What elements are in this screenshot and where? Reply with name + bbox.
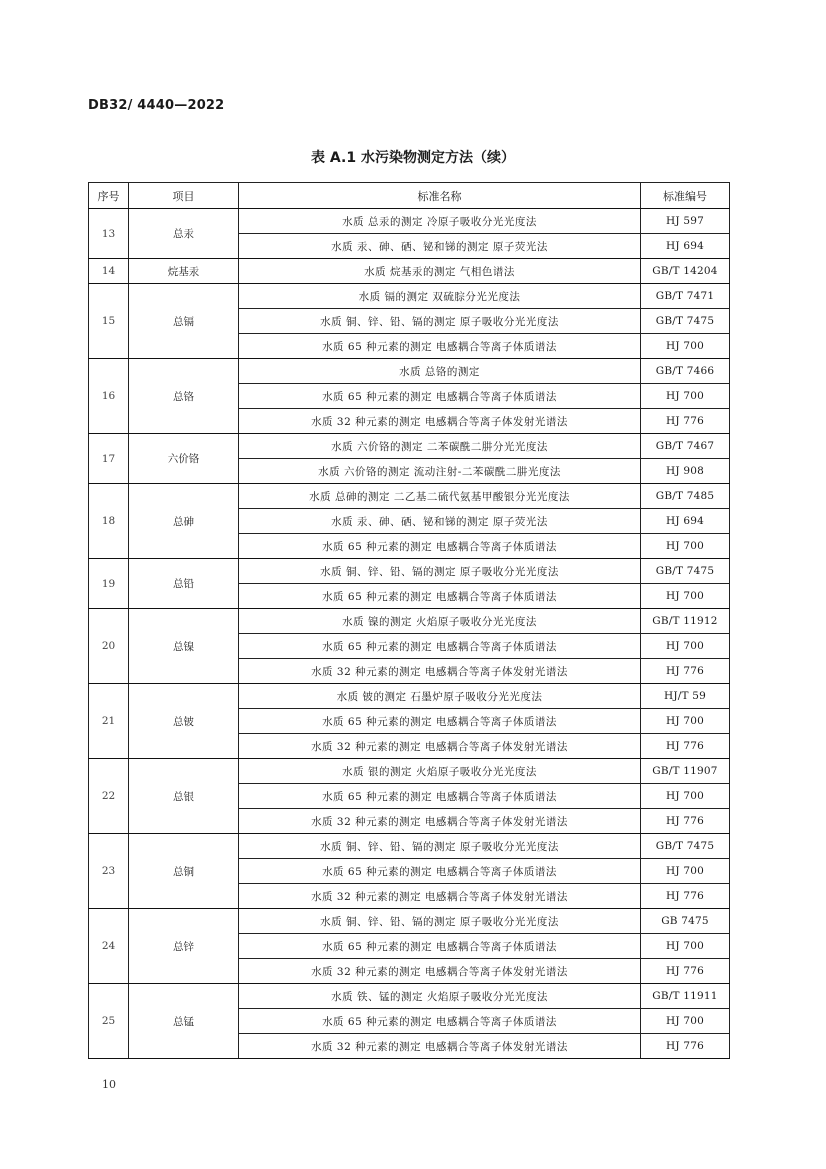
cell-standard-code: GB/T 7467 — [641, 434, 730, 459]
cell-standard-name: 水质 65 种元素的测定 电感耦合等离子体质谱法 — [239, 334, 641, 359]
cell-serial-number: 17 — [89, 434, 129, 484]
table-row — [89, 984, 730, 1009]
cell-item: 总锰 — [129, 984, 239, 1059]
cell-item: 总铬 — [129, 359, 239, 434]
cell-standard-name: 水质 32 种元素的测定 电感耦合等离子体发射光谱法 — [239, 884, 641, 909]
cell-standard-code: HJ 700 — [641, 709, 730, 734]
cell-standard-code: HJ 776 — [641, 659, 730, 684]
table-row — [89, 359, 730, 384]
cell-standard-name: 水质 65 种元素的测定 电感耦合等离子体质谱法 — [239, 384, 641, 409]
table-row — [89, 609, 730, 634]
cell-standard-name: 水质 六价铬的测定 二苯碳酰二肼分光光度法 — [239, 434, 641, 459]
cell-serial-number: 21 — [89, 684, 129, 759]
cell-standard-code: HJ 700 — [641, 634, 730, 659]
table-row — [89, 434, 730, 459]
cell-standard-name: 水质 32 种元素的测定 电感耦合等离子体发射光谱法 — [239, 809, 641, 834]
cell-standard-name: 水质 32 种元素的测定 电感耦合等离子体发射光谱法 — [239, 409, 641, 434]
cell-standard-name: 水质 65 种元素的测定 电感耦合等离子体质谱法 — [239, 709, 641, 734]
table-header-row — [89, 183, 730, 209]
cell-serial-number: 19 — [89, 559, 129, 609]
cell-standard-code: HJ 700 — [641, 784, 730, 809]
page-number: 10 — [102, 1078, 116, 1091]
column-header-no: 序号 — [89, 183, 129, 209]
cell-standard-name: 水质 铁、锰的测定 火焰原子吸收分光光度法 — [239, 984, 641, 1009]
cell-serial-number: 22 — [89, 759, 129, 834]
cell-serial-number: 14 — [89, 259, 129, 284]
cell-standard-name: 水质 铍的测定 石墨炉原子吸收分光光度法 — [239, 684, 641, 709]
table-row — [89, 259, 730, 284]
table-row — [89, 759, 730, 784]
cell-item: 六价铬 — [129, 434, 239, 484]
cell-item: 烷基汞 — [129, 259, 239, 284]
cell-item: 总铜 — [129, 834, 239, 909]
cell-standard-name: 水质 铜、锌、铅、镉的测定 原子吸收分光光度法 — [239, 559, 641, 584]
cell-standard-code: HJ 700 — [641, 384, 730, 409]
cell-item: 总汞 — [129, 209, 239, 259]
cell-standard-code: HJ 694 — [641, 234, 730, 259]
table-row — [89, 684, 730, 709]
table-row — [89, 284, 730, 309]
cell-standard-name: 水质 铜、锌、铅、镉的测定 原子吸收分光光度法 — [239, 834, 641, 859]
cell-standard-code: HJ 776 — [641, 734, 730, 759]
cell-standard-name: 水质 65 种元素的测定 电感耦合等离子体质谱法 — [239, 534, 641, 559]
cell-standard-code: HJ 776 — [641, 1034, 730, 1059]
cell-standard-code: HJ 700 — [641, 584, 730, 609]
cell-standard-name: 水质 汞、砷、硒、铋和锑的测定 原子荧光法 — [239, 234, 641, 259]
column-header-item: 项目 — [129, 183, 239, 209]
table-title: 表 A.1 水污染物测定方法（续） — [311, 150, 515, 166]
table-row — [89, 484, 730, 509]
cell-serial-number: 20 — [89, 609, 129, 684]
cell-standard-code: GB 7475 — [641, 909, 730, 934]
cell-standard-name: 水质 镉的测定 双硫腙分光光度法 — [239, 284, 641, 309]
cell-standard-code: GB/T 7471 — [641, 284, 730, 309]
cell-item: 总砷 — [129, 484, 239, 559]
cell-standard-name: 水质 镍的测定 火焰原子吸收分光光度法 — [239, 609, 641, 634]
cell-standard-name: 水质 六价铬的测定 流动注射-二苯碳酰二肼光度法 — [239, 459, 641, 484]
cell-item: 总铍 — [129, 684, 239, 759]
cell-standard-code: GB/T 7485 — [641, 484, 730, 509]
cell-standard-code: HJ 700 — [641, 934, 730, 959]
cell-standard-code: GB/T 11911 — [641, 984, 730, 1009]
cell-standard-code: GB/T 14204 — [641, 259, 730, 284]
cell-standard-code: HJ 776 — [641, 959, 730, 984]
standards-table — [88, 182, 730, 1059]
cell-standard-name: 水质 银的测定 火焰原子吸收分光光度法 — [239, 759, 641, 784]
table-row — [89, 909, 730, 934]
cell-item: 总锌 — [129, 909, 239, 984]
cell-standard-name: 水质 铜、锌、铅、镉的测定 原子吸收分光光度法 — [239, 909, 641, 934]
cell-item: 总银 — [129, 759, 239, 834]
cell-serial-number: 16 — [89, 359, 129, 434]
document-code: DB32/ 4440—2022 — [88, 98, 225, 113]
cell-standard-name: 水质 32 种元素的测定 电感耦合等离子体发射光谱法 — [239, 734, 641, 759]
cell-item: 总铅 — [129, 559, 239, 609]
cell-standard-code: GB/T 7475 — [641, 559, 730, 584]
cell-standard-code: GB/T 7475 — [641, 834, 730, 859]
cell-serial-number: 24 — [89, 909, 129, 984]
column-header-standard-name: 标准名称 — [239, 183, 641, 209]
cell-standard-name: 水质 铜、锌、铅、镉的测定 原子吸收分光光度法 — [239, 309, 641, 334]
cell-standard-code: HJ 700 — [641, 334, 730, 359]
table-row — [89, 834, 730, 859]
cell-standard-code: GB/T 11907 — [641, 759, 730, 784]
cell-standard-code: GB/T 7475 — [641, 309, 730, 334]
cell-standard-name: 水质 32 种元素的测定 电感耦合等离子体发射光谱法 — [239, 1034, 641, 1059]
cell-item: 总镍 — [129, 609, 239, 684]
cell-serial-number: 13 — [89, 209, 129, 259]
cell-standard-name: 水质 总汞的测定 冷原子吸收分光光度法 — [239, 209, 641, 234]
table-row — [89, 209, 730, 234]
cell-standard-name: 水质 烷基汞的测定 气相色谱法 — [239, 259, 641, 284]
cell-serial-number: 18 — [89, 484, 129, 559]
cell-standard-name: 水质 32 种元素的测定 电感耦合等离子体发射光谱法 — [239, 659, 641, 684]
cell-standard-name: 水质 32 种元素的测定 电感耦合等离子体发射光谱法 — [239, 959, 641, 984]
cell-standard-name: 水质 汞、砷、硒、铋和锑的测定 原子荧光法 — [239, 509, 641, 534]
cell-standard-name: 水质 65 种元素的测定 电感耦合等离子体质谱法 — [239, 1009, 641, 1034]
cell-standard-code: GB/T 7466 — [641, 359, 730, 384]
cell-standard-code: HJ 776 — [641, 409, 730, 434]
cell-standard-code: HJ 700 — [641, 1009, 730, 1034]
cell-standard-code: HJ 776 — [641, 884, 730, 909]
cell-standard-name: 水质 总砷的测定 二乙基二硫代氨基甲酸银分光光度法 — [239, 484, 641, 509]
cell-standard-code: HJ 700 — [641, 859, 730, 884]
cell-standard-code: HJ 776 — [641, 809, 730, 834]
cell-standard-code: HJ/T 59 — [641, 684, 730, 709]
cell-standard-name: 水质 65 种元素的测定 电感耦合等离子体质谱法 — [239, 934, 641, 959]
cell-serial-number: 25 — [89, 984, 129, 1059]
cell-serial-number: 15 — [89, 284, 129, 359]
cell-standard-name: 水质 65 种元素的测定 电感耦合等离子体质谱法 — [239, 584, 641, 609]
cell-standard-name: 水质 65 种元素的测定 电感耦合等离子体质谱法 — [239, 634, 641, 659]
cell-item: 总镉 — [129, 284, 239, 359]
cell-standard-code: HJ 694 — [641, 509, 730, 534]
cell-standard-code: HJ 908 — [641, 459, 730, 484]
cell-standard-code: GB/T 11912 — [641, 609, 730, 634]
cell-standard-code: HJ 597 — [641, 209, 730, 234]
cell-standard-code: HJ 700 — [641, 534, 730, 559]
cell-standard-name: 水质 65 种元素的测定 电感耦合等离子体质谱法 — [239, 859, 641, 884]
column-header-standard-code: 标准编号 — [641, 183, 730, 209]
cell-serial-number: 23 — [89, 834, 129, 909]
table-row — [89, 559, 730, 584]
cell-standard-name: 水质 总铬的测定 — [239, 359, 641, 384]
cell-standard-name: 水质 65 种元素的测定 电感耦合等离子体质谱法 — [239, 784, 641, 809]
table-body — [89, 209, 730, 1059]
